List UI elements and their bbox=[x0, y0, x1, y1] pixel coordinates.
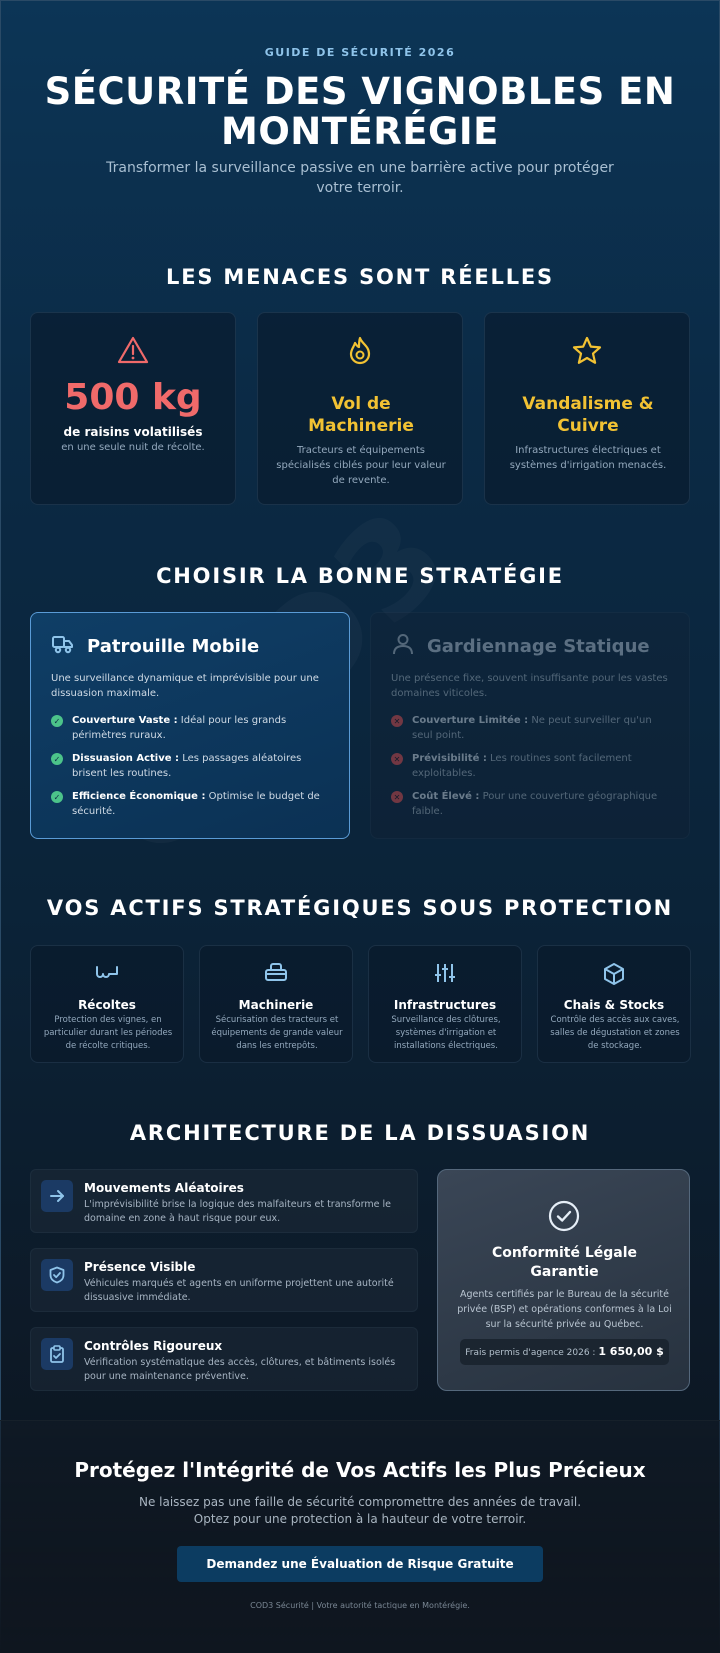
strategy-name: Gardiennage Statique bbox=[427, 635, 650, 657]
sliders-icon bbox=[369, 962, 521, 988]
asset-card-infrastructure bbox=[368, 945, 522, 1063]
agency-fee: Frais permis d'agence 2026 : 1 650,00 $ bbox=[460, 1339, 669, 1365]
check-circle-icon bbox=[438, 1200, 689, 1236]
asset-title: Machinerie bbox=[238, 998, 314, 1012]
strategy-con: ✕ Coût Élevé : Pour une couverture géographique faible. bbox=[391, 789, 669, 819]
strategy-con: ✕ Prévisibilité : Les routines sont facilement exploitables. bbox=[391, 751, 669, 781]
shield-check-icon bbox=[41, 1259, 73, 1291]
page-title: SÉCURITÉ DES VIGNOBLES EN MONTÉRÉGIE bbox=[44, 70, 676, 153]
asset-desc: Sécurisation des tracteurs et équipements de grande valeur dans les entrepôts. bbox=[211, 1015, 343, 1051]
asset-title: Infrastructures bbox=[393, 998, 497, 1012]
strategy-card-static bbox=[370, 612, 690, 839]
arrow-right-icon bbox=[41, 1180, 73, 1212]
threat-card-machinery bbox=[257, 312, 463, 505]
strategy-name: Patrouille Mobile bbox=[87, 635, 260, 657]
threat-stat-note: en une seule nuit de récolte. bbox=[61, 442, 205, 453]
strategy-pro: ✓ Dissuasion Active : Les passages aléatoires brisent les routines. bbox=[51, 751, 329, 781]
threat-card-grapes bbox=[30, 312, 236, 505]
clipboard-icon bbox=[41, 1338, 73, 1370]
threats-title: LES MENACES SONT RÉELLES bbox=[166, 265, 554, 289]
asset-desc: Contrôle des accès aux caves, salles de dégustation et zones de stockage. bbox=[550, 1015, 680, 1051]
arch-item-title: Mouvements Aléatoires bbox=[84, 1181, 244, 1195]
threat-stat-label: de raisins volatilisés bbox=[63, 425, 203, 439]
check-icon: ✓ bbox=[51, 753, 63, 765]
threat-card-vandalism bbox=[484, 312, 690, 505]
truck-icon bbox=[51, 634, 75, 658]
person-icon bbox=[391, 633, 415, 659]
arch-item-random bbox=[30, 1169, 418, 1233]
assets-title: VOS ACTIFS STRATÉGIQUES SOUS PROTECTION bbox=[46, 896, 674, 920]
strategy-pro: ✓ Couverture Vaste : Idéal pour les grands périmètres ruraux. bbox=[51, 713, 329, 743]
cta-subtitle: Ne laissez pas une faille de sécurité compromettre des années de travail. Optez pour une protection à la hauteur de votre terroir. bbox=[138, 1495, 582, 1526]
arch-item-title: Contrôles Rigoureux bbox=[84, 1339, 223, 1353]
arch-item-desc: Vérification systématique des accès, clôtures, et bâtiments isolés pour une maintenance préventive. bbox=[84, 1357, 396, 1382]
check-icon: ✓ bbox=[51, 715, 63, 727]
star-icon bbox=[485, 335, 689, 371]
asset-title: Chais & Stocks bbox=[563, 998, 665, 1012]
legal-title: Conformité Légale Garantie bbox=[491, 1245, 638, 1280]
strategy-card-mobile bbox=[30, 612, 350, 839]
threat-desc: Tracteurs et équipements spécialisés ciblés pour leur valeur de revente. bbox=[276, 445, 446, 486]
architecture-title: ARCHITECTURE DE LA DISSUASION bbox=[129, 1121, 591, 1145]
machine-icon bbox=[200, 962, 352, 986]
asset-card-harvest bbox=[30, 945, 184, 1063]
eyebrow: GUIDE DE SÉCURITÉ 2026 bbox=[264, 46, 456, 59]
asset-desc: Surveillance des clôtures, systèmes d'irrigation et installations électriques. bbox=[391, 1015, 501, 1051]
legal-desc: Agents certifiés par le Bureau de la sécurité privée (BSP) et opérations conformes à la Loi sur la sécurité privée au Québec. bbox=[457, 1289, 672, 1330]
arch-item-title: Présence Visible bbox=[84, 1260, 196, 1274]
strategy-con: ✕ Couverture Limitée : Ne peut surveiller qu'un seul point. bbox=[391, 713, 669, 743]
strategy-title: CHOISIR LA BONNE STRATÉGIE bbox=[156, 564, 564, 588]
strategy-pro: ✓ Efficience Économique : Optimise le budget de sécurité. bbox=[51, 789, 329, 819]
cta-title: Protégez l'Intégrité de Vos Actifs les Plus Précieux bbox=[74, 1458, 646, 1482]
asset-desc: Protection des vignes, en particulier durant les périodes de récolte critiques. bbox=[43, 1015, 173, 1051]
page-subtitle: Transformer la surveillance passive en une barrière active pour protéger votre terroir. bbox=[106, 160, 614, 196]
asset-card-machinery bbox=[199, 945, 353, 1063]
arch-item-desc: L'imprévisibilité brise la logique des malfaiteurs et transforme le domaine en zone à haut risque pour eux. bbox=[84, 1199, 392, 1224]
threat-stat: 500 kg bbox=[64, 377, 202, 418]
arch-item-controls bbox=[30, 1327, 418, 1391]
legal-compliance-card bbox=[437, 1169, 690, 1391]
threat-title: Vandalisme & Cuivre bbox=[522, 394, 654, 436]
threat-desc: Infrastructures électriques et systèmes d'irrigation menacés. bbox=[509, 445, 667, 471]
x-icon: ✕ bbox=[391, 791, 403, 803]
x-icon: ✕ bbox=[391, 715, 403, 727]
warning-icon bbox=[31, 335, 235, 369]
grape-icon bbox=[31, 962, 183, 984]
check-icon: ✓ bbox=[51, 791, 63, 803]
request-assessment-button[interactable]: Demandez une Évaluation de Risque Gratuite bbox=[177, 1546, 543, 1582]
asset-card-stocks bbox=[537, 945, 691, 1063]
asset-title: Récoltes bbox=[78, 998, 136, 1012]
cta-band bbox=[0, 1420, 720, 1653]
flame-icon bbox=[258, 335, 462, 371]
agency-fee-value: 1 650,00 $ bbox=[598, 1345, 664, 1358]
x-icon: ✕ bbox=[391, 753, 403, 765]
box-icon bbox=[538, 962, 690, 990]
footer-text: COD3 Sécurité | Votre autorité tactique en Montérégie. bbox=[250, 1601, 470, 1610]
strategy-desc: Une surveillance dynamique et imprévisible pour une dissuasion maximale. bbox=[51, 673, 319, 699]
threat-title: Vol de Machinerie bbox=[308, 394, 414, 436]
arch-item-desc: Véhicules marqués et agents en uniforme projettent une autorité dissuasive immédiate. bbox=[84, 1278, 394, 1303]
strategy-desc: Une présence fixe, souvent insuffisante pour les vastes domaines viticoles. bbox=[391, 673, 668, 699]
arch-item-visible bbox=[30, 1248, 418, 1312]
